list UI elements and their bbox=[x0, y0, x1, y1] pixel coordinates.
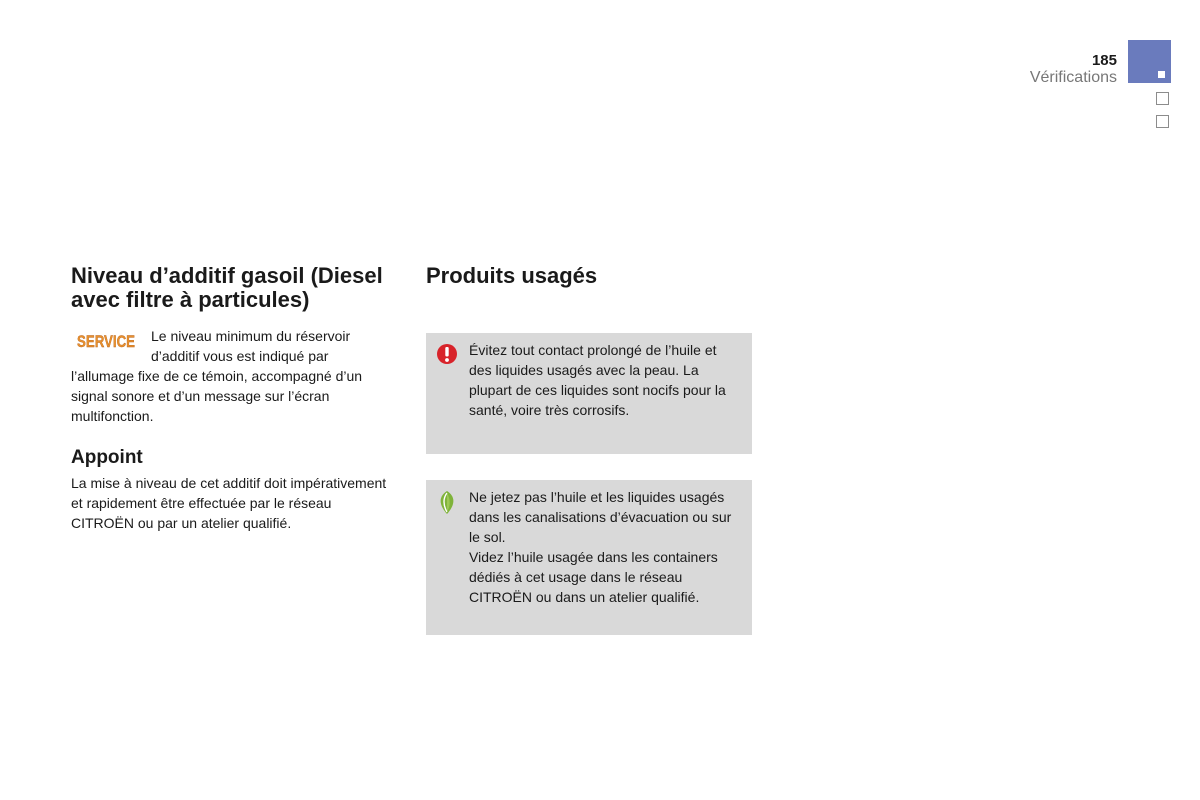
warning-note-paragraph: Évitez tout contact prolongé de l’huile et des liquides usagés avec la peau. La plupart de ces liquides sont nocifs pour la santé, voire très corrosifs. bbox=[469, 342, 726, 418]
eco-note-paragraph-1: Ne jetez pas l’huile et les liquides usagés dans les canalisations d’évacuation ou sur le sol. bbox=[469, 489, 732, 545]
service-warning-icon bbox=[71, 326, 141, 356]
additive-section bbox=[71, 264, 391, 533]
section-title: Vérifications bbox=[1029, 69, 1117, 86]
exclamation-warning-icon bbox=[436, 343, 458, 365]
appoint-block bbox=[71, 447, 391, 533]
chapter-tab-empty-2 bbox=[1156, 115, 1169, 128]
service-paragraph: Le niveau minimum du réservoir d’additif vous est indiqué par l’allumage fixe de ce témoin, accompagné d’un signal sonore et d’un message sur l’écran multifonction. bbox=[71, 328, 363, 424]
eco-note-box bbox=[426, 480, 752, 635]
warning-note-text bbox=[469, 340, 739, 420]
service-icon-label: SERVICE bbox=[77, 332, 135, 351]
warning-note-box bbox=[426, 333, 752, 454]
used-products-section bbox=[426, 264, 752, 288]
additive-title: Niveau d’additif gasoil (Diesel avec filtre à particules) bbox=[71, 263, 383, 312]
page-header bbox=[1030, 52, 1117, 87]
page-number: 185 bbox=[1091, 52, 1117, 69]
leaf-eco-icon bbox=[436, 490, 458, 512]
chapter-tab-empty-1 bbox=[1156, 92, 1169, 105]
eco-note-text bbox=[469, 487, 739, 607]
appoint-paragraph: La mise à niveau de cet additif doit impérativement et rapidement être effectuée par le réseau CITROËN ou par un atelier qualifié. bbox=[71, 475, 387, 531]
appoint-title: Appoint bbox=[71, 447, 143, 468]
service-paragraph-block bbox=[71, 326, 391, 426]
used-products-title: Produits usagés bbox=[426, 263, 598, 288]
eco-note-paragraph-2: Videz l’huile usagée dans les containers dédiés à cet usage dans le réseau CITROËN ou dans un atelier qualifié. bbox=[469, 549, 718, 605]
chapter-tab-marker bbox=[1128, 40, 1171, 83]
tab-marker-dot bbox=[1158, 71, 1165, 78]
